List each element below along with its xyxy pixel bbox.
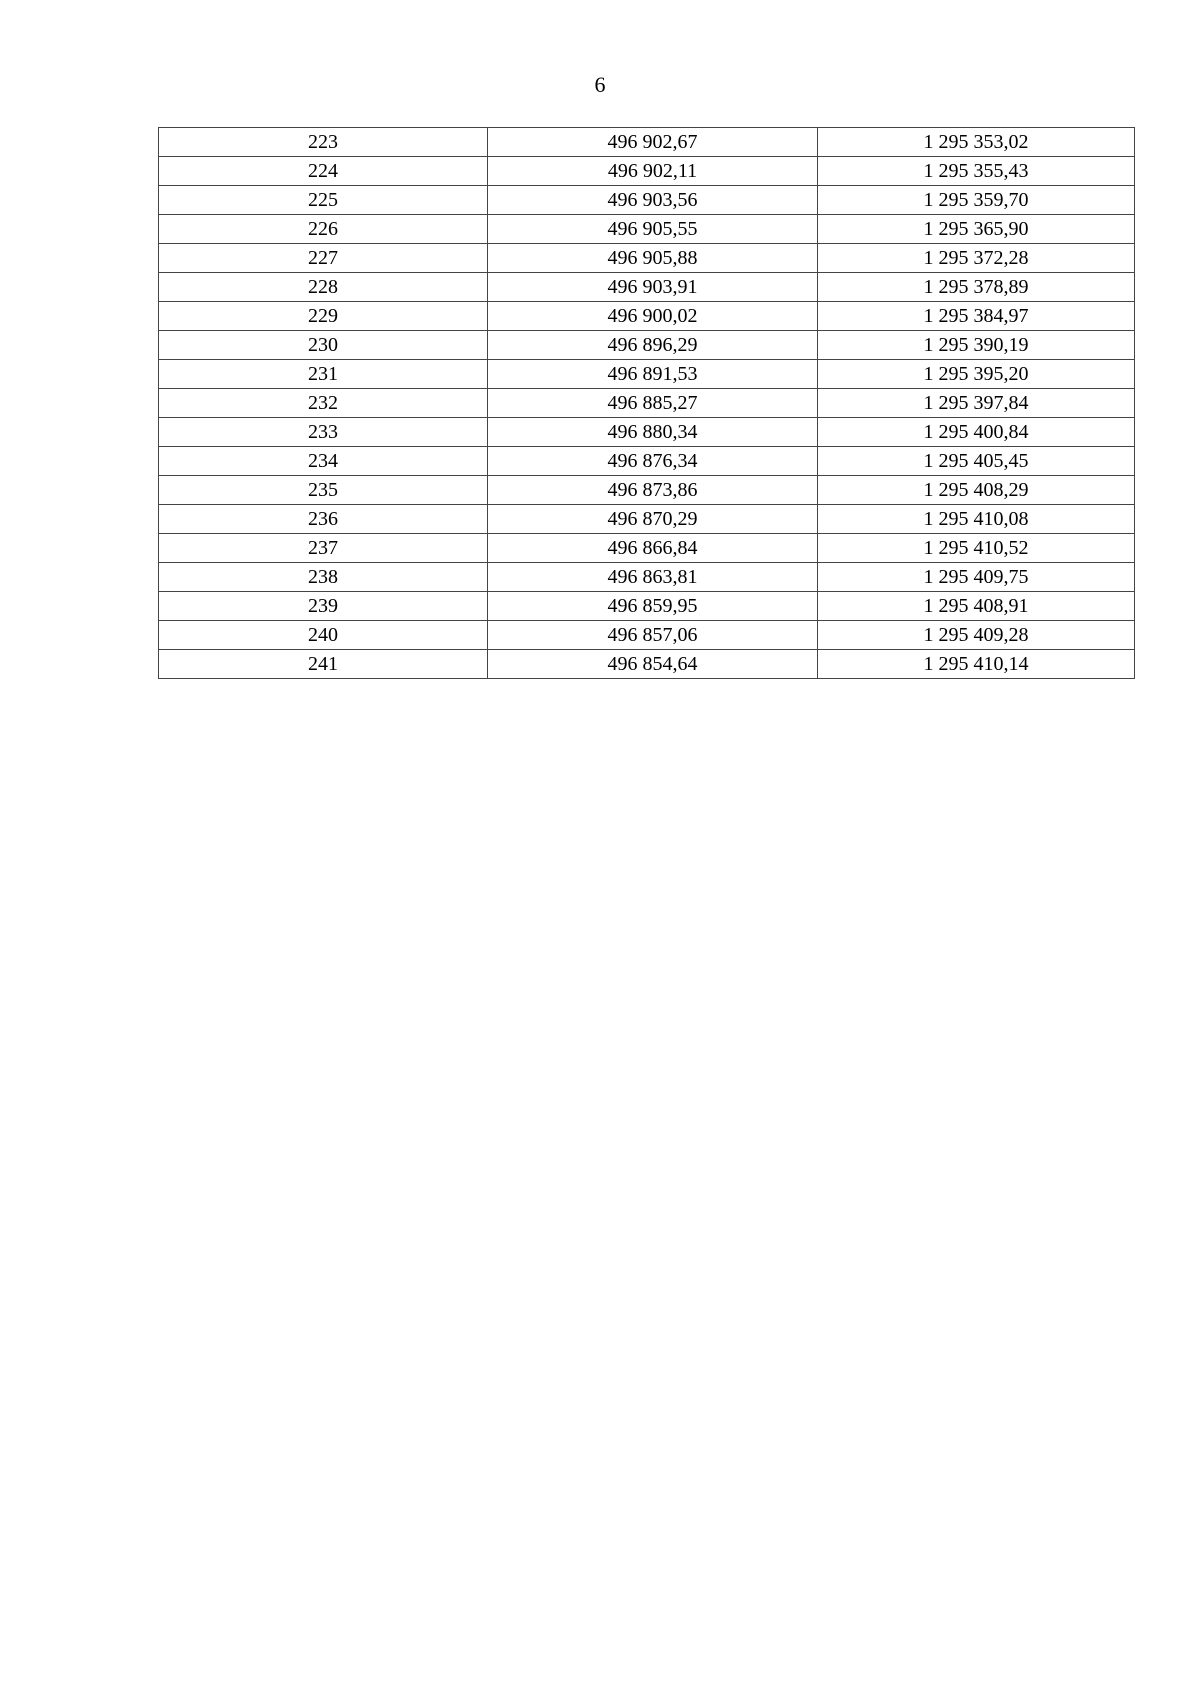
cell-x-coordinate: 496 905,55 [488, 215, 818, 244]
cell-point-number: 232 [159, 389, 488, 418]
cell-y-coordinate: 1 295 405,45 [818, 447, 1135, 476]
cell-x-coordinate: 496 900,02 [488, 302, 818, 331]
cell-x-coordinate: 496 857,06 [488, 621, 818, 650]
cell-point-number: 238 [159, 563, 488, 592]
cell-x-coordinate: 496 903,91 [488, 273, 818, 302]
cell-x-coordinate: 496 866,84 [488, 534, 818, 563]
cell-point-number: 233 [159, 418, 488, 447]
cell-x-coordinate: 496 896,29 [488, 331, 818, 360]
cell-point-number: 235 [159, 476, 488, 505]
cell-point-number: 226 [159, 215, 488, 244]
table-row [159, 244, 1135, 273]
cell-x-coordinate: 496 876,34 [488, 447, 818, 476]
page-number: 6 [594, 72, 606, 97]
cell-y-coordinate: 1 295 372,28 [818, 244, 1135, 273]
table-row [159, 128, 1135, 157]
cell-point-number: 236 [159, 505, 488, 534]
table-row [159, 273, 1135, 302]
cell-y-coordinate: 1 295 353,02 [818, 128, 1135, 157]
cell-point-number: 239 [159, 592, 488, 621]
table-row [159, 650, 1135, 679]
cell-x-coordinate: 496 905,88 [488, 244, 818, 273]
cell-y-coordinate: 1 295 397,84 [818, 389, 1135, 418]
cell-y-coordinate: 1 295 355,43 [818, 157, 1135, 186]
cell-x-coordinate: 496 854,64 [488, 650, 818, 679]
cell-y-coordinate: 1 295 384,97 [818, 302, 1135, 331]
cell-y-coordinate: 1 295 365,90 [818, 215, 1135, 244]
table-row [159, 302, 1135, 331]
table-row [159, 592, 1135, 621]
cell-point-number: 228 [159, 273, 488, 302]
cell-point-number: 227 [159, 244, 488, 273]
cell-x-coordinate: 496 891,53 [488, 360, 818, 389]
cell-y-coordinate: 1 295 408,29 [818, 476, 1135, 505]
cell-y-coordinate: 1 295 359,70 [818, 186, 1135, 215]
cell-x-coordinate: 496 870,29 [488, 505, 818, 534]
table-row [159, 447, 1135, 476]
cell-y-coordinate: 1 295 409,28 [818, 621, 1135, 650]
table-row [159, 215, 1135, 244]
table-row [159, 360, 1135, 389]
cell-point-number: 230 [159, 331, 488, 360]
table-row [159, 563, 1135, 592]
cell-y-coordinate: 1 295 410,52 [818, 534, 1135, 563]
cell-point-number: 234 [159, 447, 488, 476]
cell-point-number: 224 [159, 157, 488, 186]
cell-y-coordinate: 1 295 395,20 [818, 360, 1135, 389]
table-row [159, 331, 1135, 360]
cell-x-coordinate: 496 885,27 [488, 389, 818, 418]
cell-y-coordinate: 1 295 409,75 [818, 563, 1135, 592]
cell-y-coordinate: 1 295 378,89 [818, 273, 1135, 302]
cell-y-coordinate: 1 295 400,84 [818, 418, 1135, 447]
table-row [159, 157, 1135, 186]
coordinates-table [158, 127, 1135, 679]
cell-x-coordinate: 496 880,34 [488, 418, 818, 447]
cell-x-coordinate: 496 902,11 [488, 157, 818, 186]
table-row [159, 621, 1135, 650]
cell-point-number: 223 [159, 128, 488, 157]
cell-y-coordinate: 1 295 390,19 [818, 331, 1135, 360]
cell-x-coordinate: 496 859,95 [488, 592, 818, 621]
cell-point-number: 229 [159, 302, 488, 331]
coordinates-table-body [159, 128, 1135, 679]
table-row [159, 418, 1135, 447]
cell-y-coordinate: 1 295 410,08 [818, 505, 1135, 534]
cell-point-number: 241 [159, 650, 488, 679]
cell-y-coordinate: 1 295 410,14 [818, 650, 1135, 679]
table-row [159, 476, 1135, 505]
cell-point-number: 231 [159, 360, 488, 389]
table-row [159, 534, 1135, 563]
cell-point-number: 240 [159, 621, 488, 650]
cell-x-coordinate: 496 902,67 [488, 128, 818, 157]
cell-x-coordinate: 496 873,86 [488, 476, 818, 505]
cell-point-number: 225 [159, 186, 488, 215]
cell-x-coordinate: 496 863,81 [488, 563, 818, 592]
table-row [159, 186, 1135, 215]
cell-x-coordinate: 496 903,56 [488, 186, 818, 215]
table-row [159, 389, 1135, 418]
cell-y-coordinate: 1 295 408,91 [818, 592, 1135, 621]
table-row [159, 505, 1135, 534]
cell-point-number: 237 [159, 534, 488, 563]
